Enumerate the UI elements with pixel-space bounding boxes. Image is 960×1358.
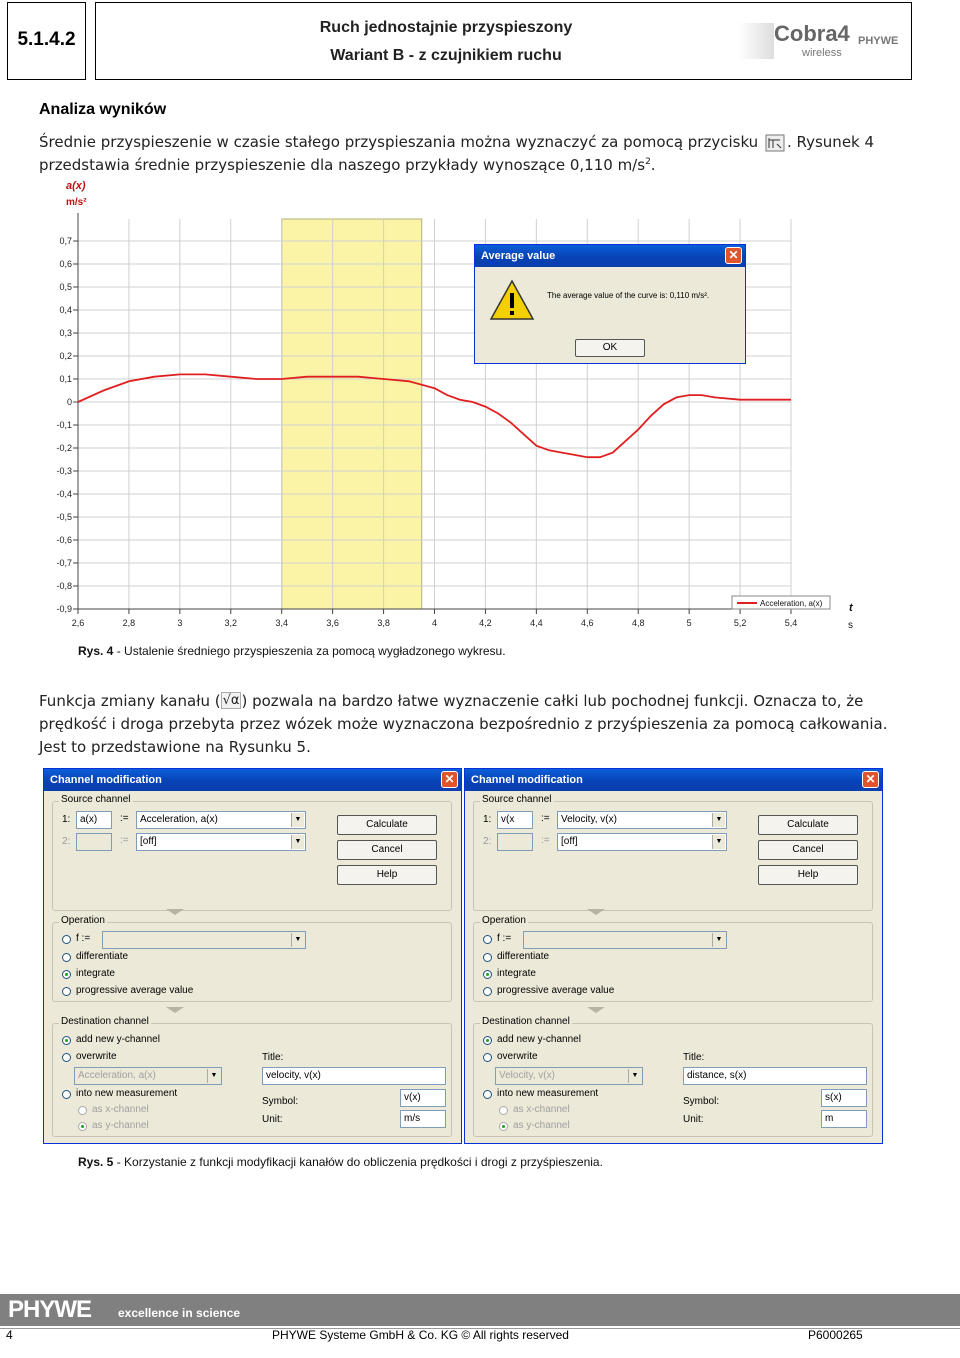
logo-sub: wireless — [802, 47, 842, 59]
x-axis-label: t — [849, 602, 853, 614]
warning-icon — [489, 279, 535, 321]
unit-label: Unit: — [683, 1114, 704, 1125]
y-tick-label: -0,8 — [56, 581, 72, 591]
y-tick-label: -0,9 — [56, 604, 72, 614]
row1-number: 1: — [62, 814, 71, 825]
fig4-label: Rys. 4 — [78, 644, 114, 658]
header-title-box — [95, 2, 912, 80]
channel-modification-icon: √α — [222, 693, 240, 708]
symbol-field[interactable]: s(x) — [821, 1089, 867, 1107]
close-icon[interactable]: ✕ — [862, 771, 879, 788]
footer-copyright: PHYWE Systeme GmbH & Co. KG © All rights reserved — [272, 1328, 569, 1342]
section-number: 5.1.4.2 — [17, 29, 76, 50]
function-select — [523, 931, 727, 949]
fig5-label: Rys. 5 — [78, 1155, 114, 1169]
x-tick-label: 3,2 — [224, 618, 238, 628]
chevron-down-icon: ▼ — [712, 933, 725, 947]
overwrite-select — [74, 1067, 222, 1085]
radio-overwrite[interactable] — [62, 1053, 71, 1062]
calculate-button[interactable]: Calculate — [337, 815, 437, 835]
row1-source-select[interactable] — [557, 811, 727, 829]
x-tick-label: 4,2 — [479, 618, 492, 628]
y-tick-label: 0,3 — [59, 328, 72, 338]
ok-button[interactable]: OK — [575, 339, 645, 357]
radio-differentiate[interactable] — [483, 953, 492, 962]
y-tick-label: -0,1 — [56, 420, 72, 430]
radio-as-y-channel — [499, 1122, 508, 1131]
overwrite-label: overwrite — [76, 1051, 117, 1062]
footer-code: P6000265 — [808, 1328, 863, 1342]
logo-text: Cobra4 — [774, 21, 850, 46]
x-tick-label: 4 — [431, 618, 438, 628]
radio-as-x-channel — [78, 1106, 87, 1115]
cancel-button[interactable]: Cancel — [758, 840, 858, 860]
help-button[interactable]: Help — [337, 865, 437, 885]
channel-modification-dialog-2 — [464, 768, 883, 1144]
row1-assign: := — [120, 813, 129, 824]
x-tick-label: 4,8 — [631, 618, 645, 628]
symbol-label: Symbol: — [262, 1096, 299, 1107]
y-tick-label: -0,2 — [56, 443, 72, 453]
close-icon[interactable]: ✕ — [441, 771, 458, 788]
dialog-titlebar — [44, 769, 461, 791]
row1-symbol-field[interactable]: v(x — [497, 811, 533, 829]
chevron-down-icon: ▼ — [628, 1069, 641, 1083]
as-y-channel-label: as y-channel — [92, 1120, 149, 1131]
figure-5-caption — [78, 1155, 603, 1169]
para1-part-b: . Rysunek 4 — [786, 133, 875, 151]
x-tick-label: 5,4 — [784, 618, 798, 628]
differentiate-label: differentiate — [497, 951, 550, 962]
operation-label: Operation — [482, 915, 526, 926]
radio-add-new-y-channel[interactable] — [483, 1036, 492, 1045]
radio-as-x-channel — [499, 1106, 508, 1115]
as-x-channel-label: as x-channel — [92, 1104, 149, 1115]
paragraph-2-line1 — [39, 692, 863, 710]
title-label: Title: — [262, 1052, 284, 1063]
add-new-y-channel-label: add new y-channel — [76, 1034, 160, 1045]
radio-function[interactable] — [62, 935, 71, 944]
title-field[interactable]: distance, s(x) — [683, 1067, 867, 1085]
para2-a: Funkcja zmiany kanału ( — [39, 692, 221, 710]
radio-into-new-measurement[interactable] — [62, 1090, 71, 1099]
row2-assign: := — [541, 835, 550, 846]
radio-add-new-y-channel[interactable] — [62, 1036, 71, 1045]
function-label: f := — [76, 933, 91, 944]
row2-assign: := — [120, 835, 129, 846]
para1-sup: 2 — [645, 157, 651, 167]
title-label: Title: — [683, 1052, 705, 1063]
row2-symbol-field — [76, 833, 112, 851]
as-y-channel-label: as y-channel — [513, 1120, 570, 1131]
overwrite-select — [495, 1067, 643, 1085]
title-field[interactable]: velocity, v(x) — [262, 1067, 446, 1085]
flow-arrow-icon — [166, 1007, 184, 1013]
progressive-average-label: progressive average value — [497, 985, 615, 996]
radio-function[interactable] — [483, 935, 492, 944]
close-icon[interactable]: ✕ — [725, 247, 742, 264]
row1-assign: := — [541, 813, 550, 824]
y-tick-label: 0 — [66, 397, 72, 407]
document-subtitle: Wariant B - z czujnikiem ruchu — [330, 47, 562, 64]
into-new-measurement-label: into new measurement — [497, 1088, 599, 1099]
fig4-text: - Ustalenie średniego przyspieszenia za pomocą wygładzonego wykresu. — [113, 644, 506, 658]
unit-field[interactable]: m — [821, 1110, 867, 1128]
y-tick-label: 0,5 — [59, 282, 72, 292]
as-x-channel-label: as x-channel — [513, 1104, 570, 1115]
symbol-label: Symbol: — [683, 1096, 720, 1107]
row2-source-value: [off] — [561, 836, 578, 847]
dialog-title: Channel modification — [50, 774, 162, 786]
differentiate-label: differentiate — [76, 951, 129, 962]
overwrite-label: overwrite — [497, 1051, 538, 1062]
destination-channel-label: Destination channel — [482, 1016, 570, 1027]
x-tick-label: 4,4 — [530, 618, 543, 628]
y-tick-label: -0,7 — [56, 558, 72, 568]
legend-label: Acceleration, a(x) — [760, 599, 823, 608]
radio-integrate[interactable] — [483, 970, 492, 979]
row2-number: 2: — [62, 836, 71, 847]
function-select — [102, 931, 306, 949]
para2-b: ) pozwala na bardzo łatwe wyznaczenie całki lub pochodnej funkcji. Oznacza to, że — [241, 692, 864, 710]
radio-into-new-measurement[interactable] — [483, 1090, 492, 1099]
para1-end: . — [650, 156, 656, 174]
analysis-paragraph-line2 — [39, 156, 656, 174]
help-button[interactable]: Help — [758, 865, 858, 885]
x-tick-label: 5 — [686, 618, 692, 628]
radio-differentiate[interactable] — [62, 953, 71, 962]
calculate-button[interactable]: Calculate — [758, 815, 858, 835]
row1-source-value: Velocity, v(x) — [561, 814, 617, 825]
x-tick-label: 3 — [177, 618, 183, 628]
overwrite-value: Acceleration, a(x) — [78, 1070, 156, 1081]
radio-as-y-channel — [78, 1122, 87, 1131]
page-number: 4 — [6, 1328, 13, 1342]
y-tick-label: -0,4 — [56, 489, 72, 499]
footer-tagline: excellence in science — [118, 1306, 241, 1320]
chevron-down-icon[interactable]: ▼ — [712, 835, 725, 849]
row2-symbol-field — [497, 833, 533, 851]
flow-arrow-icon — [587, 1007, 605, 1013]
dialog-titlebar — [465, 769, 882, 791]
chevron-down-icon[interactable]: ▼ — [712, 813, 725, 827]
destination-channel-label: Destination channel — [61, 1016, 149, 1027]
dialog-title: Channel modification — [471, 774, 583, 786]
paragraph-2-line3: Jest to przedstawione na Rysunku 5. — [39, 738, 311, 756]
unit-field[interactable]: m/s — [400, 1110, 446, 1128]
y-axis-unit: m/s² — [66, 197, 87, 208]
para1-part-c: przedstawia średnie przyspieszenie dla naszego przykłady wynoszące 0,110 m/s — [39, 156, 646, 174]
flow-arrow-icon — [587, 909, 605, 915]
chevron-down-icon[interactable]: ▼ — [291, 835, 304, 849]
integrate-label: integrate — [76, 968, 115, 979]
fig5-text: - Korzystanie z funkcji modyfikacji kanałów do obliczenia prędkości i drogi z przyśpieszenia. — [113, 1155, 603, 1169]
x-tick-label: 4,6 — [581, 618, 594, 628]
y-tick-label: -0,6 — [56, 535, 72, 545]
section-number-box — [7, 2, 86, 80]
y-tick-label: -0,3 — [56, 466, 72, 476]
x-axis-unit: s — [848, 620, 853, 631]
cancel-button[interactable]: Cancel — [337, 840, 437, 860]
x-tick-label: 2,6 — [71, 618, 85, 628]
row1-source-value: Acceleration, a(x) — [140, 814, 218, 825]
chevron-down-icon: ▼ — [207, 1069, 220, 1083]
function-label: f := — [497, 933, 512, 944]
para1-part-a: Średnie przyspieszenie w czasie stałego przyspieszania można wyznaczyć za pomocą przycisku — [39, 133, 759, 151]
cobra4-logo — [738, 17, 910, 67]
x-tick-label: 2,8 — [122, 618, 136, 628]
symbol-field[interactable]: v(x) — [400, 1089, 446, 1107]
logo-brand: PHYWE — [858, 35, 899, 47]
row2-source-value: [off] — [140, 836, 157, 847]
y-axis-label: a(x) — [66, 180, 86, 192]
channel-modification-dialog-1 — [43, 768, 462, 1144]
chart-legend — [732, 596, 830, 609]
y-tick-label: 0,4 — [59, 305, 72, 315]
x-tick-label: 3,6 — [326, 618, 339, 628]
radio-progressive-average[interactable] — [483, 987, 492, 996]
source-channel-label: Source channel — [61, 794, 131, 805]
highlight-range — [282, 219, 422, 609]
figure-4-caption — [78, 644, 506, 658]
row1-number: 1: — [483, 814, 492, 825]
x-tick-label: 3,4 — [275, 618, 288, 628]
y-tick-label: -0,5 — [56, 512, 72, 522]
into-new-measurement-label: into new measurement — [76, 1088, 178, 1099]
document-title: Ruch jednostajnie przyspieszony — [319, 19, 573, 36]
footer-brand: PHYWE — [8, 1296, 92, 1323]
footer-bar — [0, 1294, 960, 1326]
analysis-paragraph-line1 — [39, 133, 874, 152]
radio-progressive-average[interactable] — [62, 987, 71, 996]
y-tick-label: 0,7 — [59, 236, 72, 246]
avg-dialog-message: The average value of the curve is: 0,110 m/s². — [547, 291, 710, 300]
radio-overwrite[interactable] — [483, 1053, 492, 1062]
average-value-dialog — [474, 244, 746, 364]
avg-dialog-title: Average value — [481, 250, 556, 262]
row2-source-select[interactable] — [136, 833, 306, 851]
overwrite-value: Velocity, v(x) — [499, 1070, 555, 1081]
row2-source-select[interactable] — [557, 833, 727, 851]
flow-arrow-icon — [166, 909, 184, 915]
x-tick-label: 5,2 — [733, 618, 747, 628]
chevron-down-icon[interactable]: ▼ — [291, 813, 304, 827]
unit-label: Unit: — [262, 1114, 283, 1125]
add-new-y-channel-label: add new y-channel — [497, 1034, 581, 1045]
source-channel-label: Source channel — [482, 794, 552, 805]
operation-label: Operation — [61, 915, 105, 926]
y-tick-label: 0,6 — [59, 259, 72, 269]
row1-symbol-field[interactable]: a(x) — [76, 811, 112, 829]
integrate-label: integrate — [497, 968, 536, 979]
chevron-down-icon: ▼ — [291, 933, 304, 947]
average-button-icon — [765, 134, 785, 152]
row2-number: 2: — [483, 836, 492, 847]
row1-source-select[interactable] — [136, 811, 306, 829]
y-tick-label: 0,2 — [59, 351, 72, 361]
x-tick-label: 3,8 — [377, 618, 390, 628]
y-tick-label: 0,1 — [59, 374, 72, 384]
radio-integrate[interactable] — [62, 970, 71, 979]
avg-dialog-titlebar — [475, 245, 745, 267]
progressive-average-label: progressive average value — [76, 985, 194, 996]
analysis-heading: Analiza wyników — [39, 101, 167, 118]
paragraph-2-line2: prędkość i droga przebyta przez wózek może wyznaczona bezpośrednio z przyśpieszenia za pomocą całkowania. — [39, 715, 888, 733]
